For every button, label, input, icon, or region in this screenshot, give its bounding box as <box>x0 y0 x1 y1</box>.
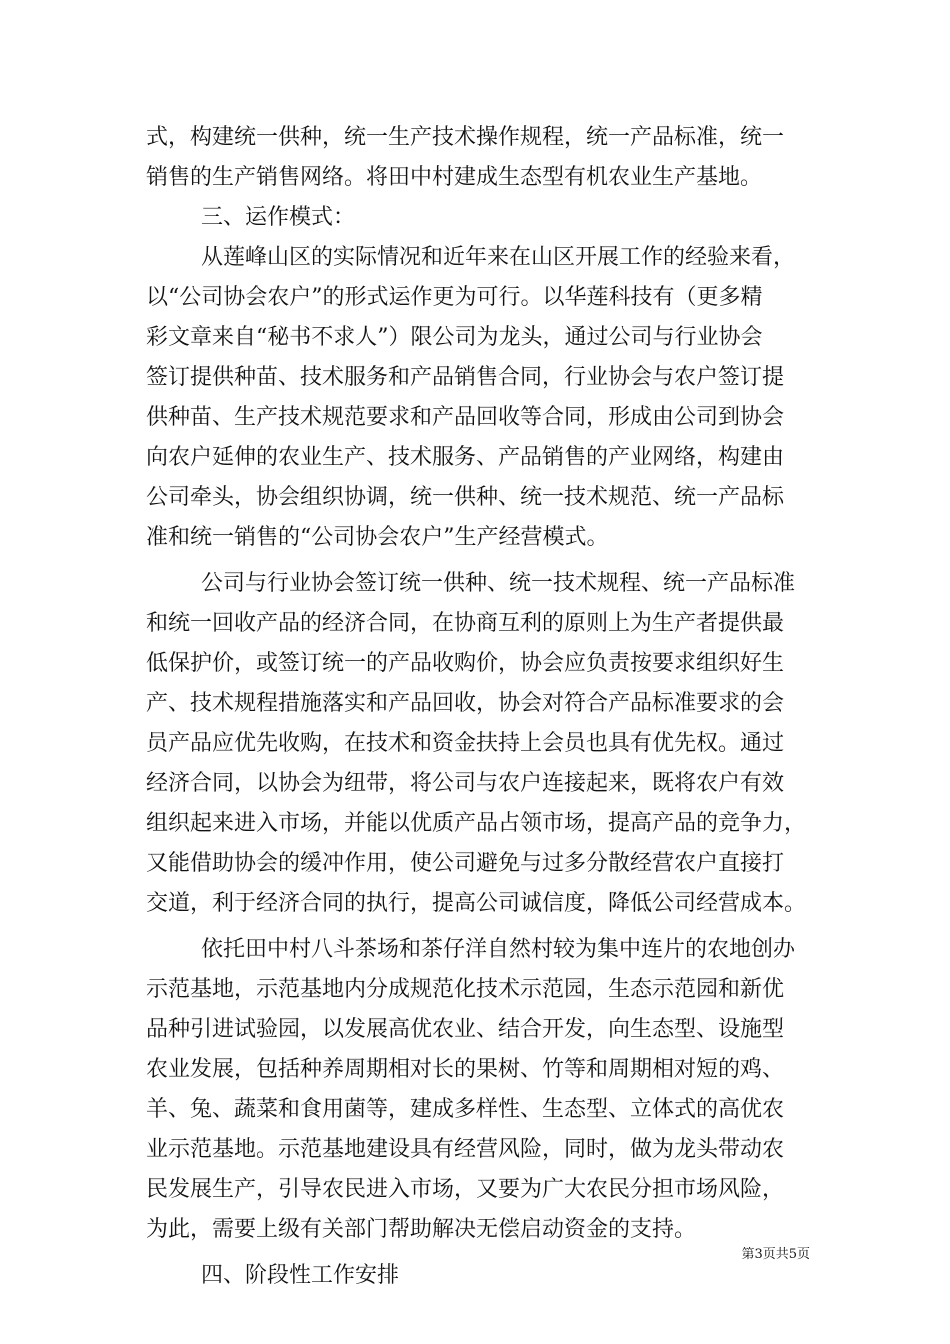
text-line: 供种苗、生产技术规范要求和产品回收等合同，形成由公司到协会 <box>146 405 785 430</box>
text-line: 产、技术规程措施落实和产品回收，协会对符合产品标准要求的会 <box>146 691 785 716</box>
text-line: 式，构建统一供种，统一生产技术操作规程，统一产品标准，统一 <box>146 125 785 150</box>
text-line: 交道，利于经济合同的执行，提高公司诚信度，降低公司经营成本。 <box>146 891 807 916</box>
text-line: 羊、兔、蔬菜和食用菌等，建成多样性、生态型、立体式的高优农 <box>146 1097 785 1122</box>
text-line: 示范基地，示范基地内分成规范化技术示范园，生态示范园和新优 <box>146 977 785 1002</box>
text-line: 民发展生产，引导农民进入市场，又要为广大农民分担市场风险， <box>146 1177 785 1202</box>
text-line: 经济合同，以协会为纽带，将公司与农户连接起来，既将农户有效 <box>146 771 785 796</box>
text-line: 公司牵头，协会组织协调，统一供种、统一技术规范、统一产品标 <box>146 485 785 510</box>
text-line: 业示范基地。示范基地建设具有经营风险，同时，做为龙头带动农 <box>146 1137 785 1162</box>
text-line: 为此，需要上级有关部门帮助解决无偿启动资金的支持。 <box>146 1217 697 1242</box>
text-line: 品种引进试验园，以发展高优农业、结合开发，向生态型、设施型 <box>146 1017 785 1042</box>
text-line: 公司与行业协会签订统一供种、统一技术规程、统一产品标准 <box>201 571 796 596</box>
text-line: 农业发展，包括种养周期相对长的果树、竹等和周期相对短的鸡、 <box>146 1057 785 1082</box>
text-line: 销售的生产销售网络。将田中村建成生态型有机农业生产基地。 <box>146 165 763 190</box>
document-body <box>146 118 812 1296</box>
text-line: 低保护价，或签订统一的产品收购价，协会应负责按要求组织好生 <box>146 651 785 676</box>
text-line: 准和统一销售的“公司协会农户”生产经营模式。 <box>146 525 609 550</box>
page-number-footer: 第3页共5页 <box>741 1247 810 1262</box>
text-line: 从莲峰山区的实际情况和近年来在山区开展工作的经验来看， <box>201 245 796 270</box>
text-line: 签订提供种苗、技术服务和产品销售合同，行业协会与农户签订提 <box>146 365 785 390</box>
text-line: 和统一回收产品的经济合同，在协商互利的原则上为生产者提供最 <box>146 611 785 636</box>
text-line: 彩文章来自“秘书不求人”）限公司为龙头，通过公司与行业协会 <box>146 325 763 350</box>
section-heading-operation-mode: 三、运作模式： <box>201 205 356 230</box>
section-heading-stage-work: 四、阶段性工作安排 <box>201 1263 400 1288</box>
text-line: 组织起来进入市场，并能以优质产品占领市场，提高产品的竞争力， <box>146 811 807 836</box>
text-line: 员产品应优先收购，在技术和资金扶持上会员也具有优先权。通过 <box>146 731 785 756</box>
text-line: 依托田中村八斗茶场和茶仔洋自然村较为集中连片的农地创办 <box>201 937 796 962</box>
text-line: 以“公司协会农户”的形式运作更为可行。以华莲科技有（更多精 <box>146 285 763 310</box>
text-line: 又能借助协会的缓冲作用，使公司避免与过多分散经营农户直接打 <box>146 851 785 876</box>
text-line: 向农户延伸的农业生产、技术服务、产品销售的产业网络，构建由 <box>146 445 785 470</box>
